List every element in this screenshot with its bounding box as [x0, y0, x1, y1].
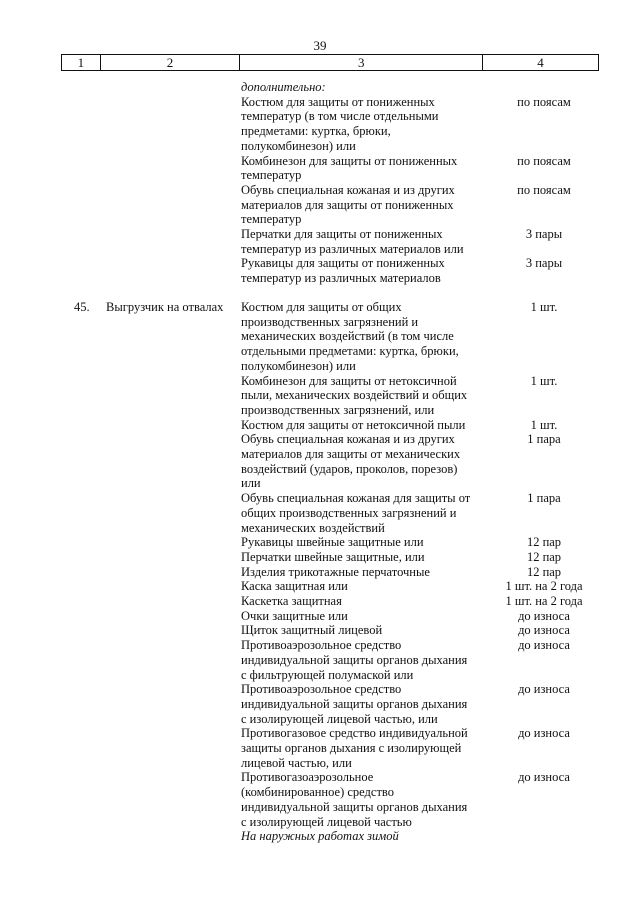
- item-text-line: Противогазовое средство индивидуальной: [241, 726, 468, 741]
- issue-norm: 12 пар: [526, 549, 562, 564]
- issue-norm: по поясам: [517, 182, 571, 197]
- item-text-line: общих производственных загрязнений и: [241, 505, 457, 520]
- item-text-line: Обувь специальная кожаная и из других: [241, 182, 455, 197]
- item-text-line: температур (в том числе отдельными: [241, 109, 439, 124]
- issue-norm: до износа: [518, 623, 570, 638]
- header-col-3: 3: [240, 55, 483, 71]
- issue-norm: по поясам: [517, 94, 571, 109]
- issue-norm: 1 шт. на 2 года: [505, 594, 583, 608]
- item-text-line: температур: [241, 168, 302, 183]
- issue-norm: 1 пара: [527, 491, 561, 506]
- item-text-line: производственных загрязнений, или: [241, 402, 435, 417]
- issue-norm: до износа: [518, 638, 570, 653]
- item-text-line: лицевой частью, или: [241, 755, 352, 770]
- row-number: 45.: [74, 300, 90, 314]
- item-text-line: пыли, механических воздействий и общих: [241, 388, 468, 403]
- profession-name: Выгрузчик на отвалах: [106, 300, 224, 314]
- item-text-line: механических воздействий (в том числе: [241, 329, 454, 344]
- item-text-line: или: [241, 476, 261, 491]
- item-text-line: Комбинезон для защиты от пониженных: [241, 153, 458, 168]
- item-text-line: температур: [241, 212, 302, 227]
- header-col-4: 4: [483, 55, 599, 71]
- item-text-line: с фильтрующей полумаской или: [241, 667, 414, 682]
- page-number: 39: [313, 38, 327, 53]
- issue-norm: 1 шт. на 2 года: [505, 579, 583, 594]
- issue-norm: до износа: [518, 608, 570, 623]
- item-text-line: индивидуальной защиты органов дыхания: [241, 799, 468, 814]
- issue-norm: до износа: [518, 682, 570, 697]
- item-text-line: Противоаэрозольное средство: [241, 638, 402, 653]
- item-text-line: полукомбинезон) или: [241, 358, 356, 373]
- item-text-line: производственных загрязнений и: [241, 314, 419, 329]
- item-text-line: Перчатки для защиты от пониженных: [241, 227, 443, 241]
- item-text-line: Каскетка защитная: [241, 594, 342, 608]
- item-text-line: Комбинезон для защиты от нетоксичной: [241, 373, 457, 388]
- issue-norm: 1 шт.: [530, 300, 558, 314]
- issue-norm: 12 пар: [526, 535, 562, 550]
- issue-norm: 1 шт.: [530, 417, 558, 432]
- issue-norm: 1 пара: [527, 432, 561, 447]
- item-text-line: полукомбинезон) или: [241, 138, 356, 153]
- item-text-line: механических воздействий: [241, 520, 385, 535]
- item-text-line: воздействий (ударов, проколов, порезов): [241, 461, 458, 476]
- header-col-2: 2: [100, 55, 240, 71]
- item-text-line: Очки защитные или: [241, 608, 348, 623]
- issue-norm: 12 пар: [526, 564, 562, 579]
- item-text-line: дополнительно:: [241, 80, 326, 94]
- table-header: [61, 54, 599, 71]
- item-text-line: Каска защитная или: [241, 579, 348, 594]
- item-text-line: На наружных работах зимой: [241, 829, 399, 844]
- item-text-line: Рукавицы для защиты от пониженных: [241, 256, 445, 271]
- issue-norm: до износа: [518, 770, 570, 785]
- item-text-line: (комбинированное) средство: [241, 785, 394, 800]
- item-text-line: температур из различных материалов: [241, 271, 441, 286]
- item-text-line: индивидуальной защиты органов дыхания: [241, 652, 468, 667]
- item-text-line: Костюм для защиты от пониженных: [241, 94, 435, 109]
- header-col-1: 1: [62, 55, 101, 71]
- issue-norm: 3 пары: [525, 256, 563, 271]
- item-text-line: Противогазоаэрозольное: [241, 770, 374, 785]
- item-text-line: Обувь специальная кожаная и из других: [241, 432, 455, 447]
- item-text-line: индивидуальной защиты органов дыхания: [241, 696, 468, 711]
- item-text-line: Щиток защитный лицевой: [241, 623, 383, 638]
- item-text-line: предметами: куртка, брюки,: [241, 124, 391, 139]
- item-text-line: Противоаэрозольное средство: [241, 682, 402, 697]
- item-text-line: с изолирующей лицевой частью, или: [241, 711, 438, 726]
- item-text-line: Изделия трикотажные перчаточные: [241, 564, 430, 579]
- item-text-line: защиты органов дыхания с изолирующей: [241, 741, 462, 755]
- item-text-line: Перчатки швейные защитные, или: [241, 549, 425, 564]
- issue-norm: 1 шт.: [530, 373, 558, 388]
- item-text-line: Костюм для защиты от общих: [241, 300, 402, 314]
- item-text-line: отдельными предметами: куртка, брюки,: [241, 344, 459, 359]
- item-text-line: материалов для защиты от пониженных: [241, 197, 454, 212]
- issue-norm: до износа: [518, 726, 570, 741]
- item-text-line: материалов для защиты от механических: [241, 447, 461, 461]
- item-text-line: Костюм для защиты от нетоксичной пыли: [241, 417, 466, 432]
- issue-norm: по поясам: [517, 153, 571, 168]
- item-text-line: температур из различных материалов или: [241, 241, 464, 256]
- issue-norm: 3 пары: [525, 227, 563, 241]
- item-text-line: Обувь специальная кожаная для защиты от: [241, 491, 471, 506]
- item-text-line: с изолирующей лицевой частью: [241, 814, 412, 829]
- item-text-line: Рукавицы швейные защитные или: [241, 535, 424, 550]
